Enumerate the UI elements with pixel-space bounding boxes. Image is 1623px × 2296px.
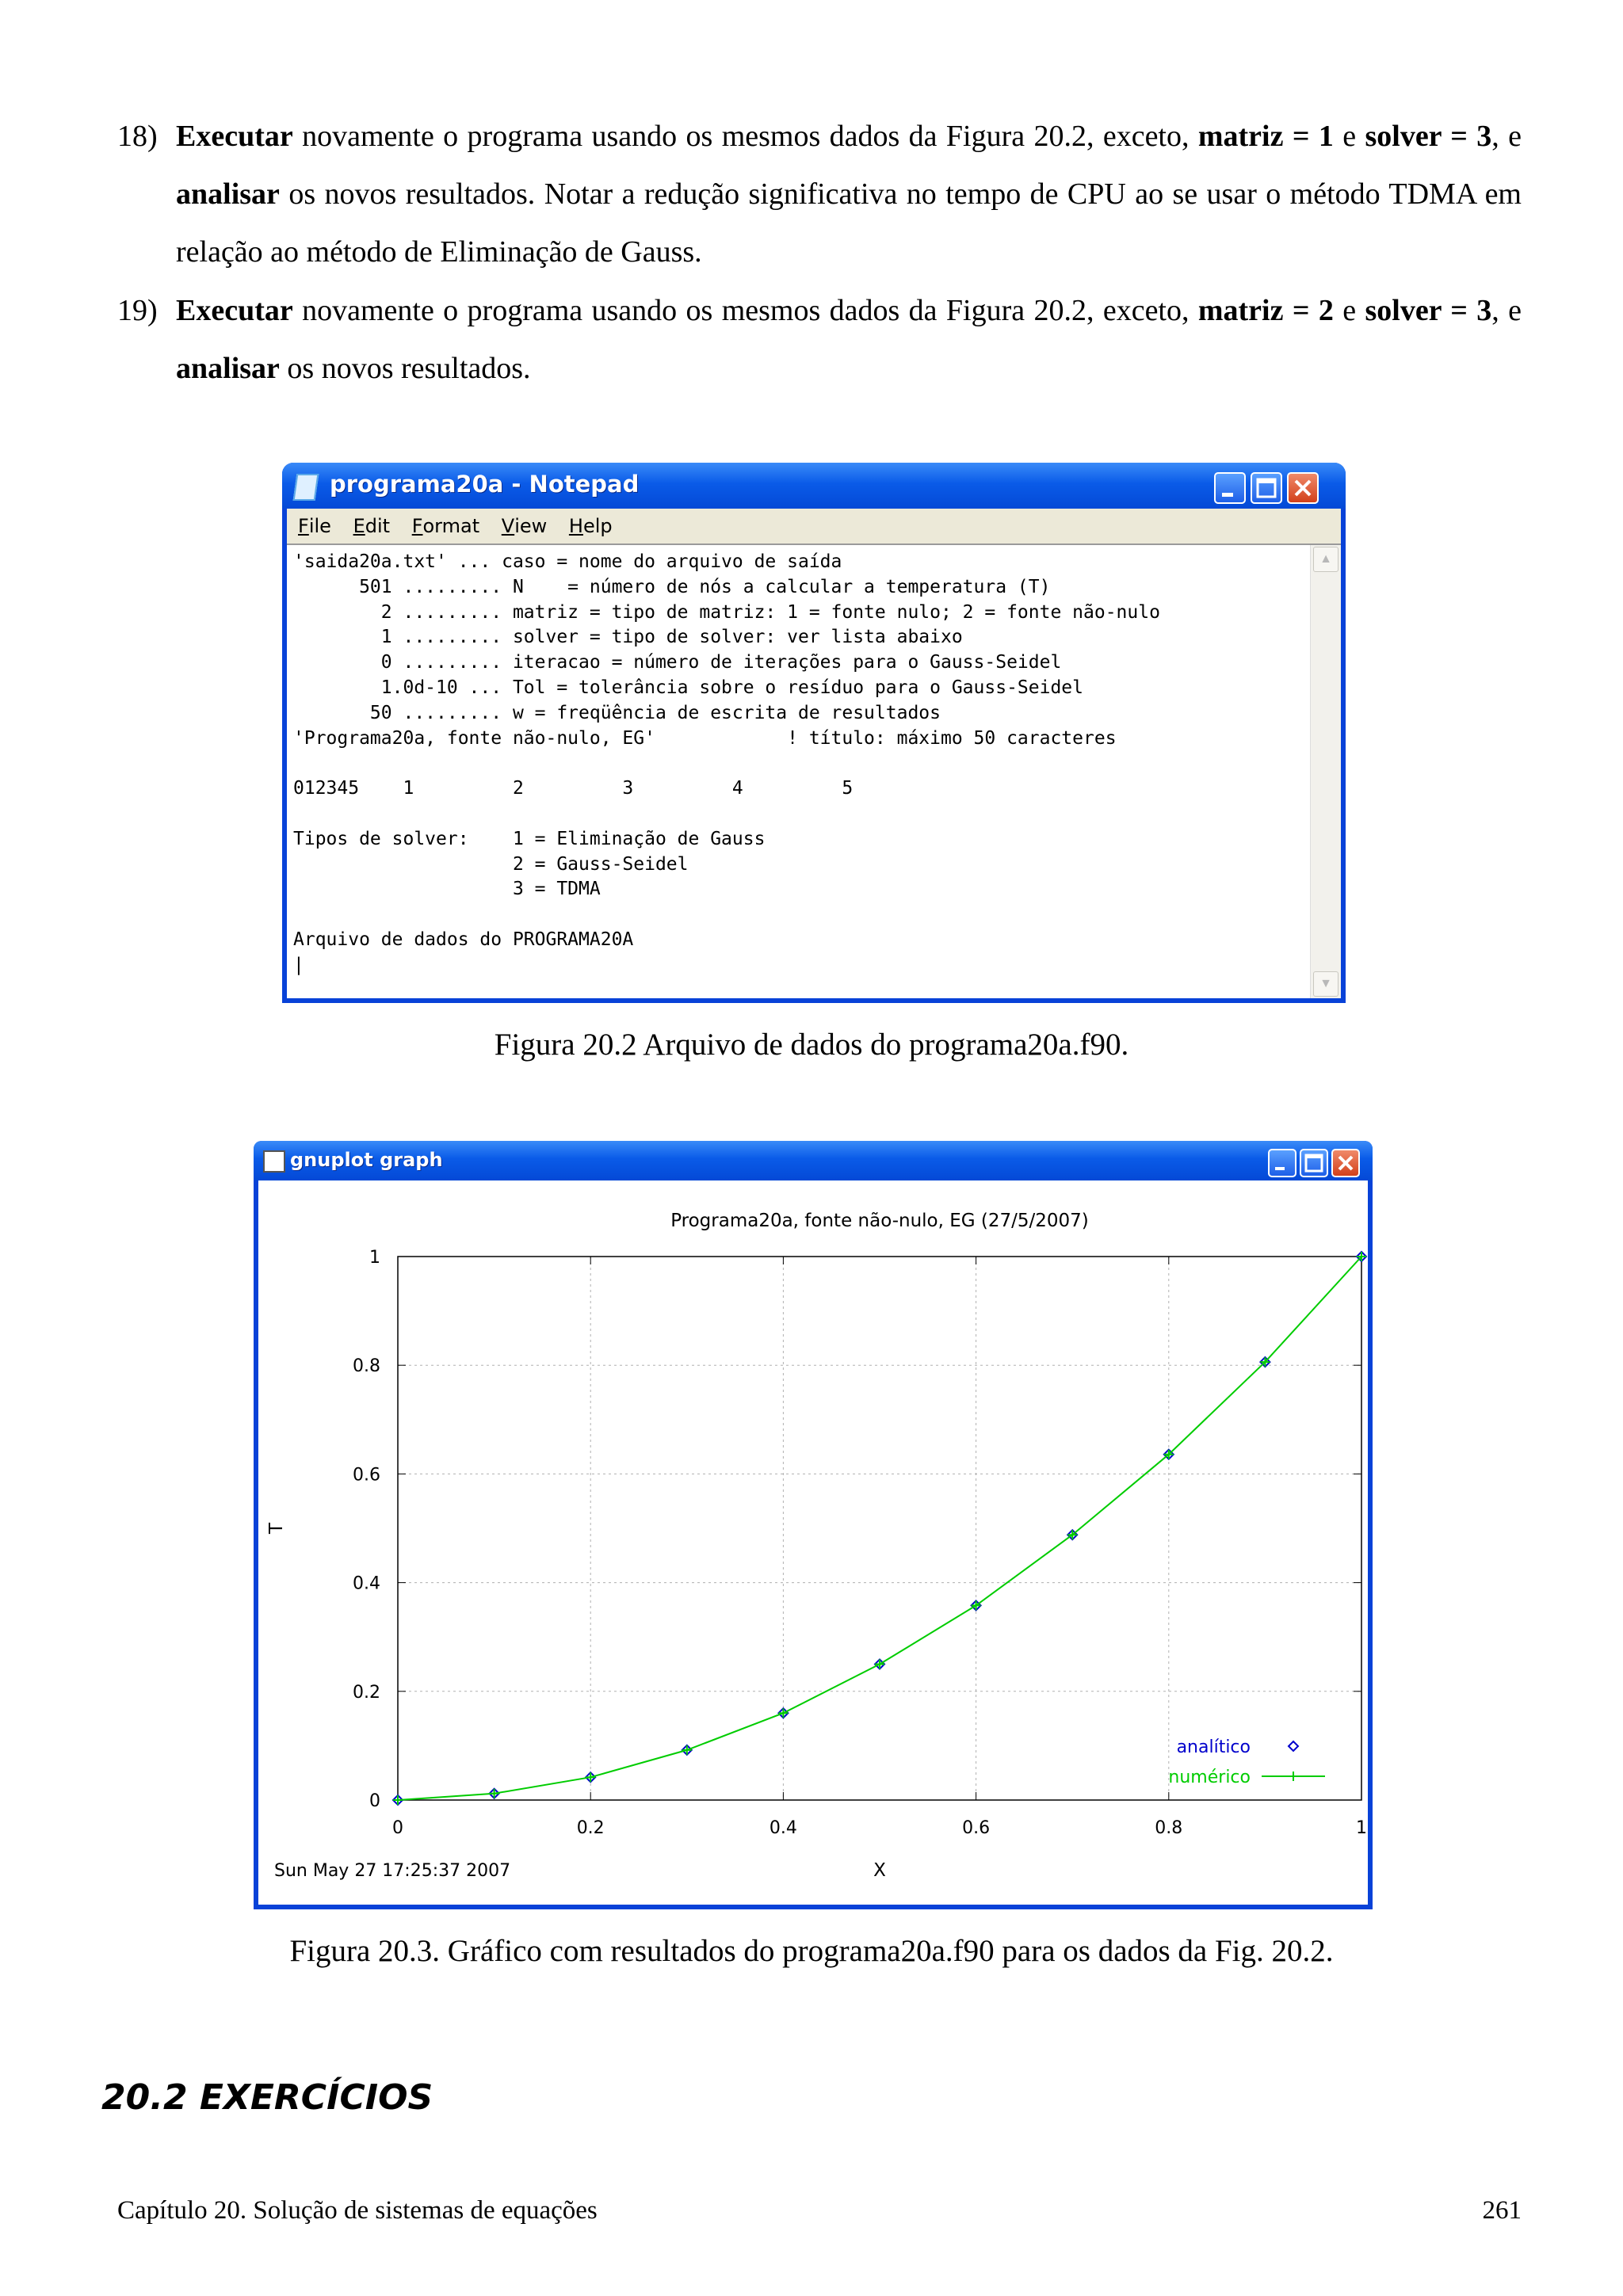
menu-view[interactable]: View	[501, 515, 548, 537]
x-tick-label: 0.2	[576, 1818, 605, 1838]
data-point-numerico	[490, 1789, 499, 1798]
y-tick-label: 1	[369, 1248, 380, 1268]
chart-title: Programa20a, fonte não-nulo, EG (27/5/2007)	[670, 1211, 1089, 1231]
close-button[interactable]	[1331, 1149, 1360, 1177]
series-line-numérico	[398, 1257, 1361, 1800]
notepad-window	[282, 463, 1346, 1003]
y-tick-label: 0.8	[353, 1356, 380, 1377]
y-tick-label: 0.6	[353, 1465, 380, 1486]
minimize-button[interactable]	[1214, 472, 1246, 504]
item-number: 18)	[117, 120, 158, 153]
bold-text: analisar	[176, 352, 280, 385]
footer-page-number: 261	[1482, 2196, 1522, 2225]
list-item-18	[117, 108, 1522, 281]
maximize-icon	[1252, 474, 1281, 502]
text-run: , e	[1491, 120, 1522, 153]
footer-chapter: Capítulo 20. Solução de sistemas de equações	[117, 2196, 598, 2225]
x-tick-label: 0.8	[1155, 1818, 1183, 1838]
notepad-menubar	[287, 509, 1341, 543]
close-icon	[1333, 1150, 1358, 1176]
bold-text: solver = 3	[1365, 120, 1492, 153]
notepad-text-content[interactable]: 'saida20a.txt' ... caso = nome do arquivo de saída 501 ......... N = número de nós a calcular a temperatura (T) 2 ......... matriz = tipo de matriz: 1 = fonte nulo; 2 = fonte não-nulo 1 ......... solver = tipo de solver: ver lista abaixo 0 ......... iteracao = número de iterações para o Gauss-Seidel 1.0d-10 ... Tol = tolerância sobre o resíduo para o Gauss-Seidel 50 ......... w = freqüência de escrita de resultados 'Programa20a, fonte não-nulo, EG' ! título: máximo 50 caracteres 012345 1 2 3 4 5 Tipos de solver: 1 = Eliminação de Gauss 2 = Gauss-Seidel 3 = TDMA Arquivo de dados do PROGRAMA20A |	[293, 551, 1160, 975]
bold-text: solver = 3	[1365, 294, 1492, 327]
bold-text: matriz = 2	[1197, 294, 1334, 327]
data-point-numerico	[875, 1660, 884, 1669]
data-point-numerico	[586, 1772, 595, 1782]
x-axis-label: X	[873, 1860, 886, 1881]
bold-text: Executar	[176, 120, 293, 153]
close-icon	[1289, 474, 1317, 502]
y-axis-label: T	[266, 1522, 287, 1535]
figure-caption-20-3: Figura 20.3. Gráfico com resultados do programa20a.f90 para os dados da Fig. 20.2.	[289, 1934, 1334, 1968]
legend-marker-numerico	[1289, 1772, 1298, 1781]
close-button[interactable]	[1287, 472, 1319, 504]
notepad-editor[interactable]	[287, 543, 1341, 998]
maximize-button[interactable]	[1251, 472, 1282, 504]
menu-format[interactable]: Format	[411, 515, 480, 537]
minimize-icon	[1216, 474, 1244, 502]
y-tick-label: 0	[369, 1791, 380, 1811]
x-tick-label: 1	[1356, 1818, 1367, 1838]
gnuplot-title: gnuplot graph	[290, 1149, 443, 1171]
gnuplot-window	[254, 1141, 1373, 1909]
notepad-app-icon	[293, 474, 319, 501]
bold-text: matriz = 1	[1197, 120, 1334, 153]
text-run: e	[1333, 120, 1365, 153]
legend-marker-analitico	[1289, 1741, 1298, 1751]
menu-file[interactable]: File	[298, 515, 331, 537]
item-number: 19)	[117, 294, 158, 327]
gnuplot-app-icon	[263, 1150, 285, 1173]
notepad-title: programa20a - Notepad	[330, 471, 640, 498]
bold-text: analisar	[176, 177, 280, 211]
minimize-button[interactable]	[1268, 1149, 1296, 1177]
data-point-numerico	[682, 1745, 692, 1755]
vertical-scrollbar[interactable]	[1310, 545, 1341, 998]
figure-caption-20-2: Figura 20.2 Arquivo de dados do programa20a.f90.	[494, 1028, 1129, 1062]
gnuplot-canvas	[258, 1180, 1368, 1905]
x-tick-label: 0	[392, 1818, 403, 1838]
text-run: os novos resultados. Notar a redução significativa no tempo de CPU ao se usar o método TDMA em relação ao método de Eliminação de Gauss.	[176, 177, 1522, 269]
y-tick-label: 0.4	[353, 1573, 380, 1594]
section-title: 20.2 EXERCÍCIOS	[101, 2077, 433, 2118]
text-run: novamente o programa usando os mesmos dados da Figura 20.2, exceto,	[292, 294, 1198, 327]
gnuplot-titlebar[interactable]	[254, 1141, 1373, 1180]
notepad-titlebar[interactable]	[282, 463, 1346, 509]
data-point-numerico	[778, 1708, 788, 1718]
plot-frame	[398, 1257, 1361, 1800]
legend-label: numérico	[1168, 1768, 1251, 1787]
bold-text: Executar	[176, 294, 293, 327]
timestamp-label: Sun May 27 17:25:37 2007	[274, 1861, 511, 1881]
scroll-up-button[interactable]: ▲	[1313, 547, 1338, 572]
text-run: , e	[1491, 294, 1522, 327]
legend-label: analítico	[1176, 1737, 1251, 1757]
item-text	[176, 282, 1522, 398]
list-item-19	[117, 282, 1522, 398]
maximize-icon	[1301, 1150, 1327, 1176]
maximize-button[interactable]	[1300, 1149, 1328, 1177]
data-point-numerico	[393, 1795, 403, 1805]
scroll-down-button[interactable]: ▼	[1313, 971, 1338, 997]
menu-edit[interactable]: Edit	[353, 515, 391, 537]
item-text	[176, 108, 1522, 281]
minimize-icon	[1270, 1150, 1295, 1176]
text-run: e	[1333, 294, 1365, 327]
text-run: novamente o programa usando os mesmos dados da Figura 20.2, exceto,	[292, 120, 1198, 153]
text-run: os novos resultados.	[279, 352, 531, 385]
x-tick-label: 0.6	[962, 1818, 991, 1838]
x-tick-label: 0.4	[769, 1818, 797, 1838]
y-tick-label: 0.2	[353, 1682, 380, 1703]
menu-help[interactable]: Help	[568, 515, 613, 537]
line-chart	[258, 1180, 1368, 1905]
